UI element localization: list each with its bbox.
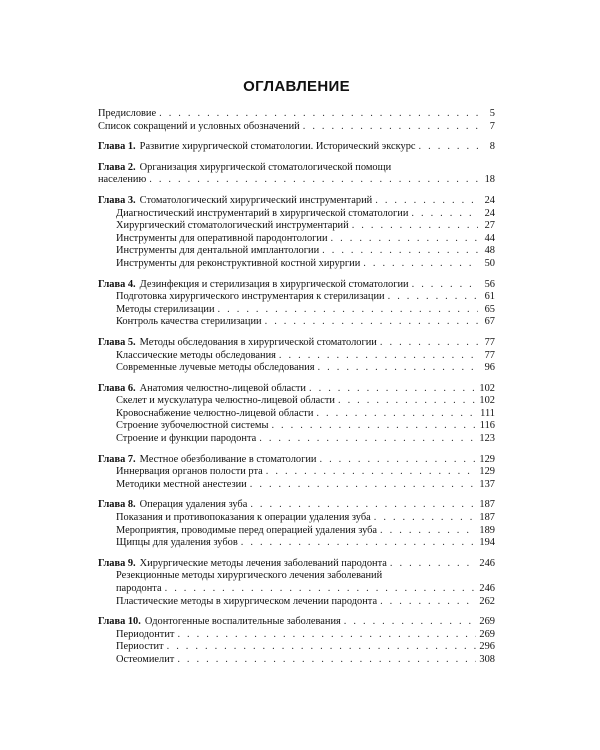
section-title: Подготовка хирургического инструментария к стерилизации [116,291,385,303]
toc-entry[interactable] [98,121,495,134]
chapter-title: Развитие хирургической стоматологии. Исторический экскурс [139,141,416,153]
front-matter-group [98,108,495,133]
chapter-entry[interactable] [98,195,495,208]
page-number: 246 [479,583,495,594]
chapter-group [98,279,495,329]
dot-leader [149,174,478,187]
dot-leader [374,512,477,525]
page-number: 116 [479,420,495,432]
page-number: 111 [480,407,495,419]
section-title: Контроль качества стерилизации [116,316,262,328]
section-title: Щипцы для удаления зубов [116,537,238,549]
page-number: 129 [479,453,495,465]
page-number: 246 [479,557,495,569]
section-title: Инструменты для оперативной пародонтологии [116,232,328,244]
page-number: 18 [484,174,495,186]
dot-leader [316,408,477,421]
section-entry[interactable] [98,233,495,246]
dot-leader [271,420,476,433]
chapter-number: Глава 1. [98,141,136,153]
section-entry[interactable] [98,362,495,375]
dot-leader [250,499,476,512]
section-title: Диагностический инструментарий в хирургической стоматологии [116,207,409,219]
page-number: 137 [479,478,495,490]
dot-leader [322,245,478,258]
chapter-group [98,337,495,375]
chapter-title: Дезинфекция и стерилизация в хирургической стоматологии [139,278,409,290]
toc-page [98,78,495,675]
section-title: Периостит [116,641,164,653]
dot-leader [319,454,476,467]
chapter-entry[interactable] [98,141,495,154]
page-number: 194 [479,537,495,549]
page-number: 67 [484,316,495,328]
section-title: Показания и противопоказания к операции удаления зуба [116,512,371,524]
entry-label: Список сокращений и условных обозначений [98,120,300,132]
section-entry[interactable] [98,466,495,479]
section-title: Кровоснабжение челюстно-лицевой области [116,407,314,419]
chapter-title: Организация хирургической стоматологической помощи [139,161,392,173]
dot-leader [363,258,478,271]
dot-leader [218,304,478,317]
page-number: 24 [484,207,495,219]
page-number: 123 [479,433,495,445]
page-number: 24 [484,194,495,206]
dot-leader [241,537,477,550]
page-number: 61 [484,291,495,303]
page-number: 50 [484,257,495,269]
page-number: 5 [489,108,495,119]
dot-leader [380,596,476,609]
chapter-number: Глава 10. [98,616,141,628]
page-number: 44 [484,232,495,244]
section-title: Инструменты для реконструктивной костной хирургии [116,257,361,269]
page-number: 7 [489,120,495,132]
section-entry[interactable] [98,629,495,642]
page-number: 187 [479,499,495,511]
chapter-entry[interactable] [98,499,495,512]
dot-leader [338,395,476,408]
page-number: 77 [484,336,495,348]
dot-leader [344,616,477,629]
section-entry[interactable] [98,479,495,492]
chapter-number: Глава 9. [98,557,136,569]
chapter-entry[interactable] [98,337,495,350]
section-entry[interactable] [98,408,495,421]
chapter-group [98,195,495,271]
chapter-title: Хирургические методы лечения заболеваний пародонта [139,557,387,569]
chapter-number: Глава 3. [98,194,136,206]
section-title: Строение зубочелюстной системы [116,420,269,432]
section-entry[interactable] [98,291,495,304]
section-entry[interactable] [98,512,495,525]
chapter-number: Глава 5. [98,336,136,348]
section-title-continuation: пародонта [116,583,162,594]
chapter-group [98,558,495,608]
dot-leader [265,316,478,329]
chapter-title: Местное обезболивание в стоматологии [139,453,317,465]
dot-leader [309,383,476,396]
dot-leader [331,233,478,246]
dot-leader [279,350,478,363]
section-title: Резекционные методы хирургического лечения заболеваний [116,570,383,582]
section-entry[interactable] [98,537,495,550]
chapter-group [98,499,495,549]
chapter-group [98,383,495,446]
dot-leader [318,362,478,375]
section-entry[interactable] [98,570,495,583]
dot-leader [380,337,478,350]
dot-leader [165,583,477,596]
page-number: 65 [484,303,495,315]
page-number: 48 [484,245,495,257]
chapter-number: Глава 2. [98,161,136,173]
section-entry[interactable] [98,350,495,363]
chapter-number: Глава 8. [98,499,136,511]
page-number: 308 [479,653,495,665]
chapter-group [98,141,495,154]
chapter-entry[interactable] [98,162,495,175]
page-number: 296 [479,641,495,653]
dot-leader [411,208,478,221]
chapter-number: Глава 7. [98,453,136,465]
chapter-title: Одонтогенные воспалительные заболевания [144,616,341,628]
chapter-number: Глава 6. [98,382,136,394]
page-number: 262 [479,595,495,607]
page-number: 8 [489,141,495,153]
page-number: 77 [484,349,495,361]
dot-leader [303,121,478,134]
chapter-entry[interactable] [98,454,495,467]
dot-leader [375,195,478,208]
dot-leader [380,525,476,538]
section-entry[interactable] [98,433,495,446]
dot-leader [419,141,478,154]
dot-leader [159,108,478,121]
dot-leader [177,629,476,642]
page-number: 189 [479,524,495,536]
chapter-entry[interactable] [98,383,495,396]
section-title: Скелет и мускулатура челюстно-лицевой области [116,395,335,407]
chapter-group [98,454,495,492]
section-entry[interactable] [98,596,495,609]
dot-leader [167,641,477,654]
page-number: 102 [479,382,495,394]
section-title: Хирургический стоматологический инструментарий [116,220,349,232]
section-title: Инструменты для дентальной имплантологии [116,245,320,257]
section-title: Иннервация органов полости рта [116,466,263,478]
dot-leader [266,466,477,479]
chapter-title: Методы обследования в хирургической стоматологии [139,336,377,348]
chapter-title-continuation: населению [98,174,147,186]
chapter-title: Стоматологический хирургический инструментарий [139,194,373,206]
section-title: Методы стерилизации [116,303,215,315]
chapter-title: Операция удаления зуба [139,499,248,511]
page-number: 129 [479,466,495,478]
section-title: Остеомиелит [116,653,175,665]
section-title: Классические методы обследования [116,349,276,361]
toc-title: ОГЛАВЛЕНИЕ [243,78,350,95]
section-entry[interactable] [98,304,495,317]
section-entry[interactable] [98,641,495,654]
section-title: Строение и функции пародонта [116,433,257,445]
section-entry[interactable] [98,208,495,221]
dot-leader [412,279,478,292]
chapter-entry[interactable] [98,279,495,292]
page-number: 269 [479,616,495,628]
chapter-entry-continuation[interactable] [98,174,495,187]
chapter-entry[interactable] [98,616,495,629]
entry-label: Предисловие [98,108,157,119]
page-number: 187 [479,512,495,524]
chapter-title: Анатомия челюстно-лицевой области [139,382,306,394]
dot-leader [390,558,477,571]
section-entry[interactable] [98,316,495,329]
page-number: 96 [484,362,495,374]
dot-leader [177,654,476,667]
section-entry[interactable] [98,258,495,271]
section-entry[interactable] [98,245,495,258]
section-entry[interactable] [98,654,495,667]
section-entry[interactable] [98,220,495,233]
chapter-group [98,162,495,187]
dot-leader [388,291,478,304]
section-title: Пластические методы в хирургическом лечении пародонта [116,595,378,607]
toc-entry[interactable] [98,108,495,121]
section-title: Современные лучевые методы обследования [116,362,315,374]
chapter-number: Глава 4. [98,278,136,290]
dot-leader [352,220,478,233]
page-number: 102 [479,395,495,407]
section-title: Мероприятия, проводимые перед операцией удаления зуба [116,524,378,536]
section-title: Методики местной анестезии [116,478,247,490]
page-number: 269 [479,628,495,640]
chapter-group [98,616,495,666]
section-title: Периодонтит [116,628,175,640]
section-entry-continuation[interactable] [98,583,495,596]
section-entry[interactable] [98,420,495,433]
page-number: 56 [484,278,495,290]
page-number: 27 [484,220,495,232]
chapter-entry[interactable] [98,558,495,571]
dot-leader [259,433,476,446]
section-entry[interactable] [98,525,495,538]
section-entry[interactable] [98,395,495,408]
dot-leader [250,479,477,492]
